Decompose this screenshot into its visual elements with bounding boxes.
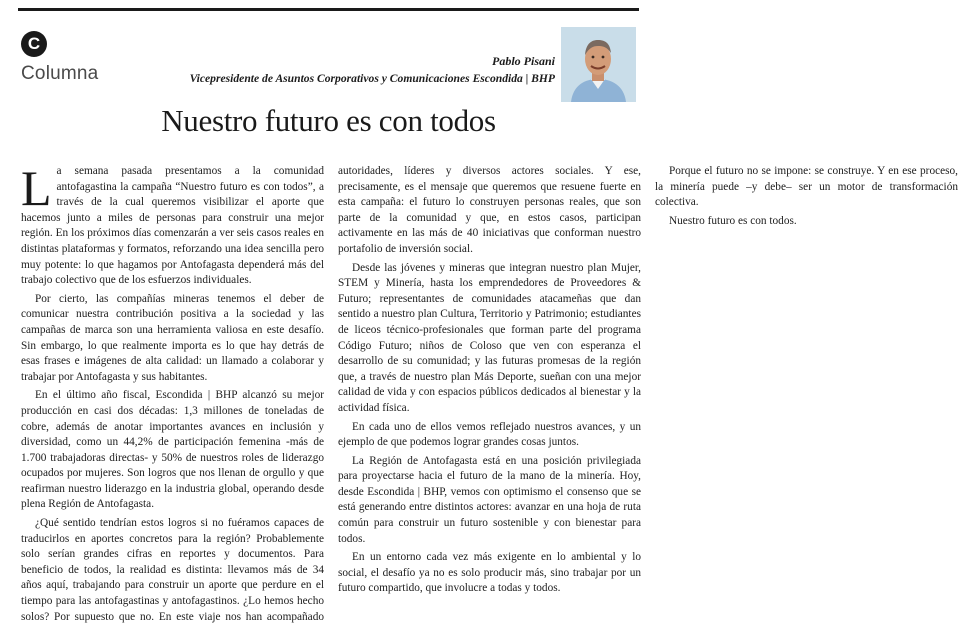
article-paragraph: Nuestro futuro es con todos. <box>669 214 797 227</box>
article-paragraph: La Región de Antofagasta está en una posición privilegiada para proyectarse hacia el futuro de la mano de la minería. Hoy, desde Escondida | BHP, vemos con optimismo el consenso que se está generando entre distintos actores: avanzar en una hoja de ruta común para construir un futuro sostenible y con bienestar para todos. <box>338 454 641 545</box>
top-rule <box>18 8 639 11</box>
author-photo <box>561 27 636 102</box>
article-paragraph: ¿Qué sentido tendrían estos logros si no fuéramos capaces de traducirlos en aportes concretos para la región? Probablemente solo serían grandes cifras en reportes y documentos. Para beneficio de todos, la realidad es distinta: llevamos más de 34 años aquí, trabajando para construir un aporte que perdure en el tiempo para las antofagastinas y antofagastinos. ¿Lo hemos hecho solos? Por supuesto que no. En este viaje nos han acompañado autoridades, líderes y diversos actores sociales. Y ese, precisamente, es el mensaje que queremos que resuene fuerte en esta campaña: el futuro lo construyen personas reales, que son parte de la comunidad y que, en estos casos, participan activamente en las más de 40 iniciativas que conforman nuestro portafolio de inversión social. <box>21 165 641 623</box>
section-label: Columna <box>21 63 99 84</box>
author-role: Vicepresidente de Asuntos Corporativos y Comunicaciones Escondida | BHP <box>189 72 555 85</box>
article-paragraph: En cada uno de ellos vemos reflejado nuestros avances, y un ejemplo de que podemos lograr grandes cosas juntos. <box>338 420 641 449</box>
article-paragraph: Porque el futuro no se impone: se construye. Y en ese proceso, la minería puede –y debe– ser un motor de transformación colectiva. <box>655 165 958 209</box>
article-paragraph <box>21 160 324 289</box>
column-badge-icon <box>21 31 47 57</box>
article-paragraph: Por cierto, las compañías mineras tenemos el deber de comunicar nuestra contribución positiva a la sociedad y las campañas de marca son una herramienta valiosa en este desafío. Sin embargo, lo que realmente importa es lo que hay detrás de esas frases e imágenes de alta calidad: un llamado a colaborar y trabajar por Antofagasta y sus habitantes. <box>21 292 324 383</box>
author-name: Pablo Pisani <box>491 54 555 68</box>
article-paragraph: En un entorno cada vez más exigente en lo ambiental y lo social, el desafío ya no es solo producir más, sino trabajar por un futuro compartido, que involucre a todas y todos. <box>338 551 641 595</box>
badge-letter: C <box>27 34 41 53</box>
drop-cap: L <box>21 160 52 216</box>
article-paragraph: Desde las jóvenes y mineras que integran nuestro plan Mujer, STEM y Minería, hasta los emprendedores de Proveedores & Futuro; representantes de comunidades atacameñas que dan sentido a nuestro plan Cultura, Territorio y Patrimonio; estudiantes de liceos técnico-profesionales que forman parte del programa Código Futuro; niños de Coloso que ven con esperanza el desarrollo de su comunidad; y las futuras promesas de la región que, a través de nuestro plan Más Deporte, sueñan con una mejor calidad de vida y con espacios públicos dedicados al bienestar y la actividad física. <box>338 261 641 414</box>
paragraph-text: a semana pasada presentamos a la comunidad antofagastina la campaña “Nuestro futuro es con todos”, a través de la cual queremos visibilizar el aporte que hacemos junto a miles de personas para construir una mejor región. En los próximos días comenzarán a ver seis casos reales en distintas plataformas y formatos, reforzando una idea sencilla pero muy potente: lo que hagamos por Antofagasta dependerá más del trabajo colectivo que de los esfuerzos individuales. <box>21 165 324 287</box>
article-title: Nuestro futuro es con todos <box>161 103 496 138</box>
article-paragraph: En el último año fiscal, Escondida | BHP alcanzó su mejor producción en casi dos décadas: 1,3 millones de toneladas de cobre, además de anotar importantes avances en inclusión y diversidad, como un 44,2% de participación femenina -más de 1.700 trabajadoras directas- y 50% de nuestros roles de liderazgo ocupados por mujeres. Son logros que nos llenan de orgullo y que reafirman nuestro liderazgo en la industria global, operando desde plena Región de Antofagasta. <box>21 389 324 511</box>
author-portrait-icon <box>561 27 636 102</box>
article-body <box>21 160 958 630</box>
